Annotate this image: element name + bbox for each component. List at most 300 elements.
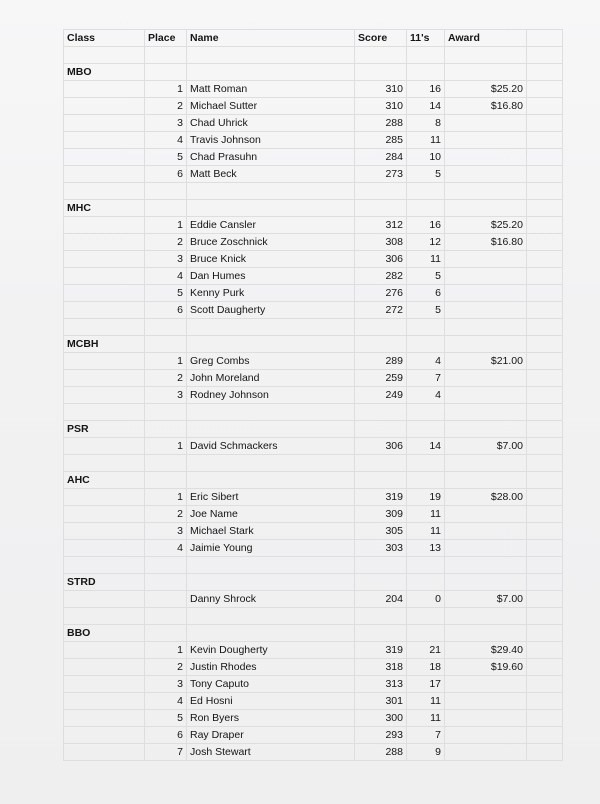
award-cell [445,540,527,557]
grid-cell [527,421,563,438]
elevens-cell: 7 [407,370,445,387]
class-cell [64,455,145,472]
class-cell [64,404,145,421]
score-cell [355,336,407,353]
class-heading-row [64,200,563,217]
place-cell: 1 [145,217,187,234]
grid-cell [527,336,563,353]
table-row [64,302,563,319]
class-cell [64,523,145,540]
grid-cell [527,183,563,200]
class-cell [64,540,145,557]
grid-cell [527,438,563,455]
place-cell: 4 [145,693,187,710]
award-cell [445,302,527,319]
score-cell: 306 [355,251,407,268]
class-cell [64,302,145,319]
name-cell [187,625,355,642]
spacer-row [64,455,563,472]
place-cell: 5 [145,710,187,727]
class-cell [64,693,145,710]
place-cell: 4 [145,132,187,149]
table-row [64,166,563,183]
grid-cell [527,64,563,81]
name-cell: Danny Shrock [187,591,355,608]
results-table-body [64,30,563,761]
header-row [64,30,563,47]
table-row [64,710,563,727]
grid-cell [527,523,563,540]
elevens-cell [407,421,445,438]
class-cell: MBO [64,64,145,81]
place-cell [145,608,187,625]
class-cell [64,557,145,574]
place-cell: 4 [145,540,187,557]
place-cell: 6 [145,166,187,183]
award-cell [445,625,527,642]
grid-cell [527,81,563,98]
grid-cell [527,285,563,302]
award-cell [445,608,527,625]
grid-cell [527,200,563,217]
name-cell [187,472,355,489]
grid-cell [527,353,563,370]
elevens-cell: 11 [407,523,445,540]
grid-cell [527,47,563,64]
score-cell: 310 [355,81,407,98]
class-cell: PSR [64,421,145,438]
class-cell [64,166,145,183]
score-cell: 284 [355,149,407,166]
class-cell [64,710,145,727]
name-cell: Bruce Zoschnick [187,234,355,251]
award-cell [445,319,527,336]
award-cell [445,693,527,710]
class-cell [64,132,145,149]
class-cell: BBO [64,625,145,642]
elevens-cell [407,183,445,200]
place-cell: 2 [145,659,187,676]
award-cell [445,336,527,353]
award-cell [445,727,527,744]
score-cell [355,47,407,64]
class-cell [64,217,145,234]
place-cell: 6 [145,302,187,319]
score-cell: 282 [355,268,407,285]
place-cell: 7 [145,744,187,761]
class-cell [64,591,145,608]
table-row [64,540,563,557]
table-row [64,642,563,659]
score-cell: 319 [355,489,407,506]
table-row [64,98,563,115]
name-cell [187,404,355,421]
award-cell [445,506,527,523]
award-cell [445,472,527,489]
class-cell [64,642,145,659]
elevens-cell [407,608,445,625]
award-cell [445,200,527,217]
table-row [64,217,563,234]
name-cell [187,336,355,353]
elevens-cell [407,557,445,574]
table-row [64,370,563,387]
place-cell: 5 [145,285,187,302]
elevens-cell: 9 [407,744,445,761]
score-cell [355,557,407,574]
name-cell [187,64,355,81]
name-cell [187,608,355,625]
name-cell: Rodney Johnson [187,387,355,404]
award-cell: $28.00 [445,489,527,506]
award-cell [445,387,527,404]
name-cell: Joe Name [187,506,355,523]
name-cell: Greg Combs [187,353,355,370]
grid-cell [527,574,563,591]
name-cell: David Schmackers [187,438,355,455]
name-cell: Kevin Dougherty [187,642,355,659]
elevens-cell [407,319,445,336]
score-cell: 293 [355,727,407,744]
header-class: Class [64,30,145,47]
grid-cell [527,370,563,387]
class-cell [64,183,145,200]
grid-cell [527,30,563,47]
elevens-cell: 4 [407,387,445,404]
score-cell: 305 [355,523,407,540]
place-cell [145,591,187,608]
grid-cell [527,98,563,115]
elevens-cell [407,200,445,217]
place-cell: 6 [145,727,187,744]
place-cell: 1 [145,353,187,370]
score-cell: 289 [355,353,407,370]
class-cell [64,319,145,336]
grid-cell [527,642,563,659]
grid-cell [527,302,563,319]
grid-cell [527,506,563,523]
elevens-cell: 17 [407,676,445,693]
name-cell: Kenny Purk [187,285,355,302]
award-cell [445,268,527,285]
elevens-cell: 4 [407,353,445,370]
elevens-cell: 5 [407,268,445,285]
table-row [64,234,563,251]
class-cell [64,81,145,98]
name-cell: Travis Johnson [187,132,355,149]
elevens-cell: 21 [407,642,445,659]
award-cell: $29.40 [445,642,527,659]
score-cell [355,455,407,472]
award-cell: $16.80 [445,234,527,251]
award-cell: $16.80 [445,98,527,115]
class-cell [64,251,145,268]
spacer-row [64,557,563,574]
name-cell: Michael Sutter [187,98,355,115]
table-row [64,727,563,744]
name-cell: Eddie Cansler [187,217,355,234]
place-cell: 2 [145,370,187,387]
score-cell [355,319,407,336]
table-row [64,353,563,370]
name-cell: Chad Prasuhn [187,149,355,166]
grid-cell [527,710,563,727]
place-cell: 3 [145,251,187,268]
award-cell: $25.20 [445,81,527,98]
score-cell: 313 [355,676,407,693]
table-row [64,659,563,676]
score-cell: 309 [355,506,407,523]
award-cell [445,557,527,574]
score-cell: 300 [355,710,407,727]
name-cell: Ed Hosni [187,693,355,710]
grid-cell [527,744,563,761]
class-cell [64,387,145,404]
elevens-cell [407,625,445,642]
place-cell: 3 [145,115,187,132]
elevens-cell: 18 [407,659,445,676]
score-cell [355,625,407,642]
score-cell: 285 [355,132,407,149]
elevens-cell: 7 [407,727,445,744]
elevens-cell: 11 [407,132,445,149]
award-cell [445,574,527,591]
grid-cell [527,727,563,744]
score-cell: 301 [355,693,407,710]
score-cell: 272 [355,302,407,319]
name-cell [187,200,355,217]
name-cell [187,47,355,64]
name-cell [187,574,355,591]
score-cell: 303 [355,540,407,557]
grid-cell [527,132,563,149]
elevens-cell: 11 [407,693,445,710]
place-cell: 1 [145,642,187,659]
award-cell [445,47,527,64]
elevens-cell [407,455,445,472]
grid-cell [527,608,563,625]
score-cell [355,574,407,591]
class-cell [64,506,145,523]
place-cell [145,557,187,574]
place-cell: 1 [145,81,187,98]
grid-cell [527,489,563,506]
class-heading-row [64,625,563,642]
score-cell: 249 [355,387,407,404]
name-cell: Scott Daugherty [187,302,355,319]
class-heading-row [64,472,563,489]
award-cell [445,404,527,421]
grid-cell [527,217,563,234]
elevens-cell: 5 [407,302,445,319]
grid-cell [527,625,563,642]
score-cell: 288 [355,744,407,761]
spacer-row [64,319,563,336]
score-cell: 310 [355,98,407,115]
name-cell [187,557,355,574]
award-cell: $21.00 [445,353,527,370]
place-cell: 1 [145,489,187,506]
name-cell [187,421,355,438]
award-cell: $7.00 [445,591,527,608]
award-cell [445,421,527,438]
grid-cell [527,676,563,693]
elevens-cell: 16 [407,81,445,98]
award-cell [445,183,527,200]
class-cell [64,676,145,693]
place-cell [145,625,187,642]
class-cell [64,353,145,370]
place-cell [145,200,187,217]
table-row [64,387,563,404]
class-cell [64,438,145,455]
header-place: Place [145,30,187,47]
grid-cell [527,659,563,676]
grid-cell [527,115,563,132]
table-row [64,149,563,166]
place-cell [145,47,187,64]
spacer-row [64,47,563,64]
results-table [63,29,563,761]
score-cell [355,200,407,217]
score-cell: 204 [355,591,407,608]
grid-cell [527,166,563,183]
class-cell [64,370,145,387]
place-cell [145,472,187,489]
elevens-cell [407,472,445,489]
place-cell [145,64,187,81]
place-cell: 4 [145,268,187,285]
award-cell [445,676,527,693]
grid-cell [527,404,563,421]
class-cell: MCBH [64,336,145,353]
award-cell [445,251,527,268]
class-cell [64,268,145,285]
name-cell [187,319,355,336]
name-cell: Matt Beck [187,166,355,183]
place-cell [145,421,187,438]
grid-cell [527,149,563,166]
table-row [64,438,563,455]
elevens-cell: 10 [407,149,445,166]
award-cell [445,64,527,81]
elevens-cell: 19 [407,489,445,506]
score-cell [355,421,407,438]
table-row [64,251,563,268]
elevens-cell: 11 [407,710,445,727]
place-cell [145,574,187,591]
name-cell: Tony Caputo [187,676,355,693]
elevens-cell: 11 [407,506,445,523]
header-name: Name [187,30,355,47]
elevens-cell [407,64,445,81]
spacer-row [64,183,563,200]
place-cell: 2 [145,234,187,251]
class-cell [64,115,145,132]
place-cell: 1 [145,438,187,455]
name-cell: Ron Byers [187,710,355,727]
elevens-cell: 5 [407,166,445,183]
table-row [64,81,563,98]
header-score: Score [355,30,407,47]
place-cell: 2 [145,506,187,523]
grid-cell [527,472,563,489]
elevens-cell: 11 [407,251,445,268]
place-cell: 2 [145,98,187,115]
name-cell: Dan Humes [187,268,355,285]
elevens-cell: 14 [407,438,445,455]
award-cell [445,115,527,132]
award-cell: $25.20 [445,217,527,234]
table-row [64,506,563,523]
class-cell [64,98,145,115]
score-cell [355,64,407,81]
place-cell: 3 [145,523,187,540]
class-heading-row [64,421,563,438]
name-cell: Eric Sibert [187,489,355,506]
award-cell: $7.00 [445,438,527,455]
name-cell [187,183,355,200]
grid-cell [527,234,563,251]
elevens-cell: 14 [407,98,445,115]
award-cell [445,166,527,183]
award-cell: $19.60 [445,659,527,676]
place-cell: 3 [145,676,187,693]
class-heading-row [64,336,563,353]
class-cell [64,285,145,302]
elevens-cell: 8 [407,115,445,132]
class-heading-row [64,64,563,81]
award-cell [445,370,527,387]
name-cell [187,455,355,472]
class-cell [64,234,145,251]
table-row [64,523,563,540]
score-cell: 312 [355,217,407,234]
score-cell: 273 [355,166,407,183]
place-cell [145,183,187,200]
award-cell [445,149,527,166]
name-cell: John Moreland [187,370,355,387]
score-cell [355,404,407,421]
class-cell [64,489,145,506]
name-cell: Bruce Knick [187,251,355,268]
score-cell [355,608,407,625]
name-cell: Chad Uhrick [187,115,355,132]
award-cell [445,523,527,540]
class-cell [64,659,145,676]
grid-cell [527,693,563,710]
name-cell: Michael Stark [187,523,355,540]
place-cell [145,404,187,421]
header-award: Award [445,30,527,47]
place-cell [145,336,187,353]
spacer-row [64,608,563,625]
score-cell: 308 [355,234,407,251]
elevens-cell: 16 [407,217,445,234]
table-row [64,489,563,506]
score-cell: 318 [355,659,407,676]
award-cell [445,132,527,149]
name-cell: Josh Stewart [187,744,355,761]
grid-cell [527,540,563,557]
class-cell [64,608,145,625]
header-elevens: 11's [407,30,445,47]
name-cell: Ray Draper [187,727,355,744]
elevens-cell: 0 [407,591,445,608]
grid-cell [527,268,563,285]
class-cell: AHC [64,472,145,489]
class-cell [64,727,145,744]
